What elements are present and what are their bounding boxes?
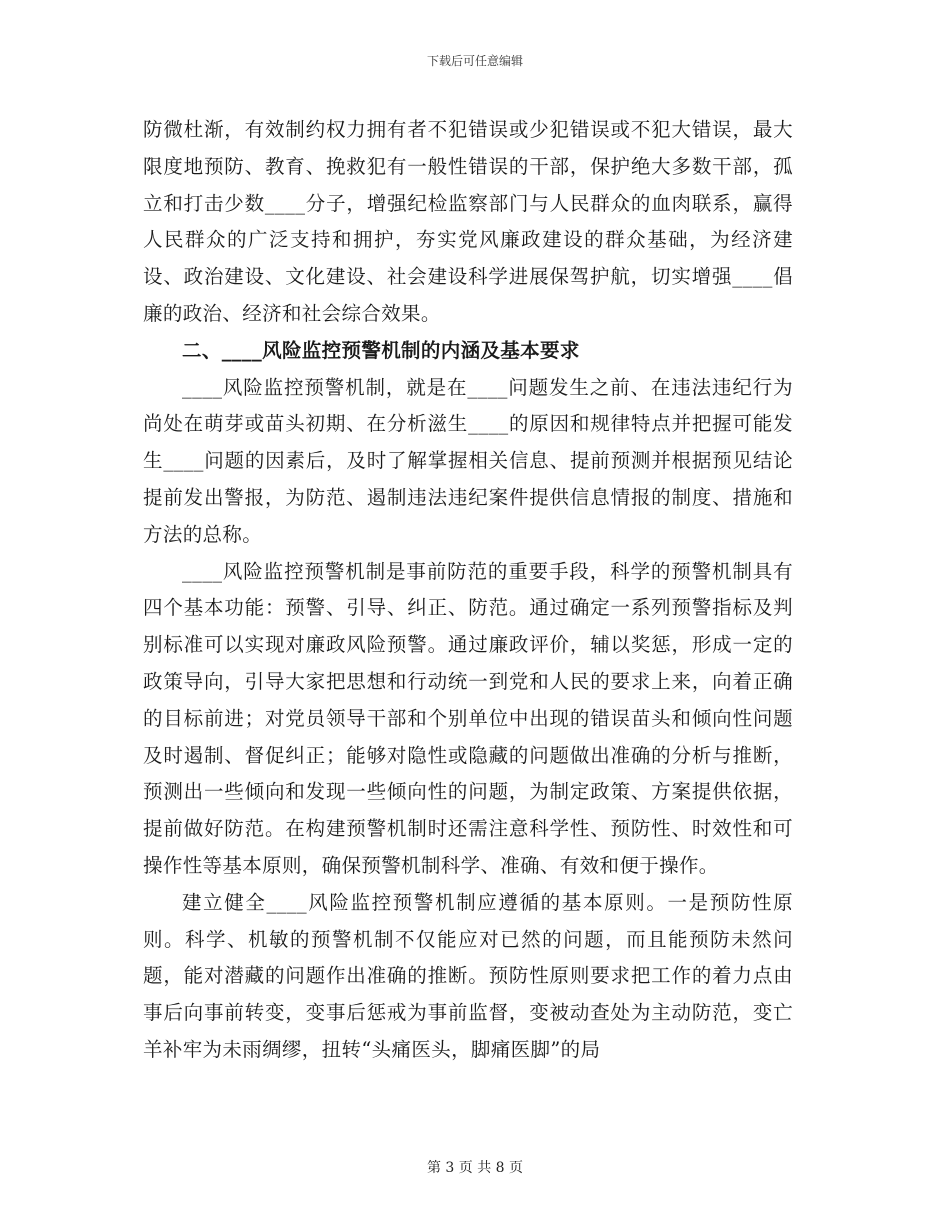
paragraph-3: ____风险监控预警机制是事前防范的重要手段，科学的预警机制具有四个基本功能：预警、引导、纠正、防范。通过确定一系列预警指标及判别标准可以实现对廉政风险预警。通过廉政评价，辅以奖惩，形成一定的政策导向，引导大家把思想和行动统一到党和人民的要求上来，向着正确的目标前进；对党员领导干部和个别单位中出现的错误苗头和倾向性问题及时遏制、督促纠正；能够对隐性或隐藏的问题做出准确的分析与推断，预测出一些倾向和发现一些倾向性的问题，为制定政策、方案提供依据，提前做好防范。在构建预警机制时还需注意科学性、预防性、时效性和可操作性等基本原则，确保预警机制科学、准确、有效和便于操作。	[143, 559, 793, 877]
page-footer: 第 3 页 共 8 页	[426, 1160, 524, 1176]
document-body	[143, 112, 793, 1069]
section-heading: 二、____风险监控预警机制的内涵及基本要求	[182, 338, 580, 362]
page-header: 下载后可任意编辑	[426, 54, 523, 68]
paragraph-1: 防微杜渐，有效制约权力拥有者不犯错误或少犯错误或不犯大错误，最大限度地预防、教育、挽救犯有一般性错误的干部，保护绝大多数干部，孤立和打击少数____分子，增强纪检监察部门与人民群众的血肉联系，赢得人民群众的广泛支持和拥护，夯实党风廉政建设的群众基础，为经济建设、政治建设、文化建设、社会建设科学进展保驾护航，切实增强____倡廉的政治、经济和社会综合效果。	[143, 118, 793, 325]
paragraph-4: 建立健全____风险监控预警机制应遵循的基本原则。一是预防性原则。科学、机敏的预警机制不仅能应对已然的问题，而且能预防未然问题，能对潜藏的问题作出准确的推断。预防性原则要求把工作的着力点由事后向事前转变，变事后惩戒为事前监督，变被动查处为主动防范，变亡羊补牢为未雨绸缪，扭转“头痛医头，脚痛医脚”的局	[143, 890, 793, 1061]
paragraph-2: ____风险监控预警机制，就是在____问题发生之前、在违法违纪行为尚处在萌芽或苗头初期、在分析滋生____的原因和规律特点并把握可能发生____问题的因素后，及时了解掌握相关信息、提前预测并根据预见结论提前发出警报，为防范、遏制违法违纪案件提供信息情报的制度、措施和方法的总称。	[143, 375, 793, 546]
